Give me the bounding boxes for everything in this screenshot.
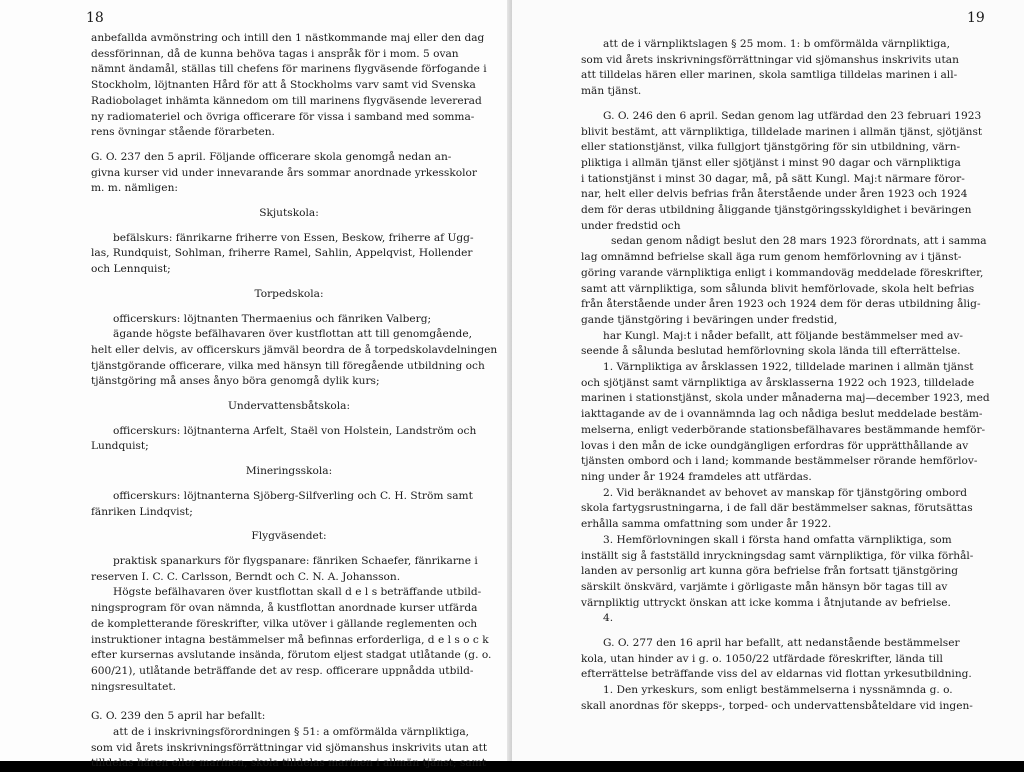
- text-line: i tationstjänst i minst 30 dagar, må, på sätt Kungl. Maj:t närmare föror-: [581, 172, 965, 185]
- right-text-column: [581, 37, 990, 715]
- text-line: marinen i stationstjänst, skola under månaderna maj—december 1923, med: [581, 392, 990, 405]
- text-line: officerskurs: löjtnanterna Sjöberg-Silfverling och C. H. Ström samt: [113, 489, 473, 502]
- text-line: nar, helt eller delvis befrias från återstående under åren 1923 och 1924: [581, 188, 968, 201]
- text-line: tjänsten ombord och i land; kommande bestämmelser rörande hemförlov-: [581, 455, 978, 468]
- text-line: 1. Värnpliktiga av årsklassen 1922, tilldelade marinen i allmän tjänst: [603, 361, 974, 374]
- text-line: ningsprogram för ovan nämnda, å kustflottan anordnade kurser utfärda: [91, 602, 478, 615]
- text-line: ägande högste befälhavaren över kustflottan att till genomgående,: [113, 328, 472, 341]
- text-line: Lundquist;: [91, 440, 149, 453]
- text-line: las, Rundquist, Sohlman, friherre Ramel, Sahlin, Appelqvist, Hollender: [91, 247, 473, 260]
- text-line: göring varande värnpliktiga enligt i kommandoväg meddelade föreskrifter,: [581, 266, 984, 279]
- text-line: 1. Den yrkeskurs, som enligt bestämmelserna i nyssnämnda g. o.: [603, 684, 953, 697]
- text-line: de kompletterande föreskrifter, vilka utöver i gällande reglementen och: [91, 617, 478, 630]
- text-line: tjänstgörande officerare, vilka med hänsyn till föregående utbildning och: [91, 359, 485, 372]
- text-line: 2. Vid beräknandet av behovet av manskap för tjänstgöring ombord: [603, 486, 968, 499]
- text-line: från återstående under åren 1923 och 1924 dem för deras utbildning ålig-: [581, 298, 981, 311]
- left-page: [0, 0, 512, 770]
- text-line: fänriken Lindqvist;: [91, 505, 193, 518]
- text-line: officerskurs: löjtnanterna Arfelt, Staël von Holstein, Landström och: [113, 424, 477, 437]
- section-heading: Skjutskola:: [259, 207, 319, 220]
- text-line: praktisk spanarkurs för flygspanare: fänriken Schaefer, fänrikarne i: [113, 554, 478, 567]
- text-line: nämnt ändamål, ställas till chefens för marinens flygväsende förfogande i: [91, 63, 487, 76]
- left-text-column: [91, 31, 498, 772]
- text-line: män tjänst.: [581, 85, 642, 98]
- text-line: eller stationstjänst, vilka fullgjort tjänstgöring för sin utbildning, värn-: [581, 141, 961, 154]
- text-line: att tilldelas hären eller marinen, skola samtliga tilldelas marinen i all-: [581, 69, 958, 82]
- text-line: 600/21), utlåtande beträffande det av resp. officerare uppnådda utbild-: [91, 664, 474, 677]
- right-page: [512, 0, 1024, 761]
- text-line: sedan genom nådigt beslut den 28 mars 1923 förordnats, att i samma: [611, 235, 987, 248]
- text-line: reserven I. C. C. Carlsson, Berndt och C. N. A. Johansson.: [91, 570, 401, 583]
- text-line: värnpliktig uttryckt önskan att icke komma i åtnjutande av befrielse.: [581, 596, 951, 609]
- text-line: erhålla samma omfattning som under år 1922.: [581, 518, 832, 531]
- text-line: instruktioner intagna bestämmelser må befinnas erforderliga, d e l s o c k: [91, 633, 489, 646]
- text-line: landen av personlig art kunna göra befrielse från fortsatt tjänstgöring: [581, 565, 959, 578]
- text-line: dem för deras utbildning åliggande tjänstgöringsskyldighet i beväringen: [581, 204, 972, 217]
- text-line: blivit bestämt, att värnpliktiga, tilldelade marinen i allmän tjänst, sjötjänst: [581, 125, 983, 138]
- text-line: anbefallda avmönstring och intill den 1 nästkommande maj eller den dag: [91, 32, 485, 44]
- text-line: m. m. nämligen:: [91, 182, 178, 195]
- text-line: ny radiomateriel och övriga officerare för vissa i samband med somma-: [91, 110, 475, 123]
- order-heading-line: G. O. 277 den 16 april har befallt, att nedanstående bestämmelser: [603, 637, 960, 650]
- text-line: iakttagande av de i ovannämnda lag och nådiga beslut meddelade bestäm-: [581, 408, 983, 421]
- text-line: att de i värnpliktslagen § 25 mom. 1: b omförmälda värnpliktiga,: [603, 38, 950, 50]
- text-line: och sjötjänst samt värnpliktiga av årsklasserna 1922 och 1923, tilldelade: [581, 376, 975, 389]
- section-heading: Flygväsendet:: [251, 530, 327, 543]
- text-line: gande tjänstgöring i beväringen under fredstid,: [581, 313, 838, 326]
- text-line: tilldelas hären eller marinen, skola tilldelas marinen i allmän tjänst; samt: [91, 757, 486, 770]
- text-line: befälskurs: fänrikarne friherre von Essen, Beskow, friherre af Ugg-: [113, 231, 474, 244]
- text-line: lovas i den mån de icke oundgängligen erfordras för upprätthållande av: [581, 439, 969, 452]
- section-heading: Undervattensbåtskola:: [227, 400, 351, 413]
- text-line: 4.: [603, 612, 614, 625]
- text-line: och Lennquist;: [91, 263, 171, 276]
- text-line: pliktiga i allmän tjänst eller sjötjänst i minst 90 dagar och värnpliktiga: [581, 156, 961, 169]
- section-heading: Mineringsskola:: [245, 465, 333, 478]
- text-line: som vid årets inskrivningsförrättningar vid sjömanshus inskrivits utan: [581, 53, 959, 66]
- text-line: skola fartygsrustningarna, i de fall där bestämmelser saknas, förutsättas: [581, 502, 973, 515]
- text-line: seende å sålunda beslutad hemförlovning skola lända till efterrättelse.: [581, 345, 961, 358]
- text-line: helt eller delvis, av officerskurs jämväl beordra de å torpedskolavdelningen: [91, 343, 498, 356]
- page-number-right: 19: [967, 10, 985, 26]
- text-line: samt att värnpliktiga, som sålunda blivit hemförlovade, skola helt befrias: [581, 282, 975, 295]
- text-line: har Kungl. Maj:t i nåder befallt, att följande bestämmelser med av-: [603, 329, 963, 342]
- section-heading: Torpedskola:: [254, 287, 324, 300]
- text-line: ningsresultatet.: [91, 680, 176, 693]
- text-line: lag omnämnd befrielse skall äga rum genom hemförlovning av i tjänst-: [581, 251, 962, 264]
- text-line: dessförinnan, då de kunna behöva tagas i anspråk för i mom. 5 ovan: [91, 47, 459, 60]
- text-line: Stockholm, löjtnanten Hård för att å Stockholms varv samt vid Svenska: [91, 79, 476, 92]
- text-line: inställt sig å fastställd inryckningsdag samt värnpliktiga, för vilka förhål-: [581, 549, 974, 562]
- text-line: rens övningar stående förarbeten.: [91, 126, 275, 139]
- order-heading-line: G. O. 237 den 5 april. Följande officerare skola genomgå nedan an-: [91, 150, 452, 163]
- text-line: tjänstgöring må anses ånyo böra genomgå dylik kurs;: [91, 375, 380, 388]
- text-line: som vid årets inskrivningsförrättningar vid sjömanshus inskrivits utan att: [91, 741, 488, 754]
- text-line: att de i inskrivningsförordningen § 51: a omförmälda värnpliktiga,: [113, 726, 470, 739]
- text-line: melserna, enligt vederbörande stationsbefälhavares bestämmande hemför-: [581, 423, 986, 436]
- page-number-left: 18: [86, 10, 104, 26]
- text-line: kola, utan hinder av i g. o. 1050/22 utfärdade föreskrifter, lända till: [581, 652, 943, 665]
- text-line: 3. Hemförlovningen skall i första hand omfatta värnpliktiga, som: [603, 533, 952, 546]
- text-line: efter kursernas avslutande insända, förutom eljest stadgat utlåtande (g. o.: [91, 649, 492, 662]
- text-line: ning under år 1924 framdeles att utfärdas.: [581, 470, 812, 483]
- text-line: Radiobolaget inhämta kännedom om till marinens flygväsende levererad: [91, 94, 482, 107]
- text-line: Högste befälhavaren över kustflottan skall d e l s beträffande utbild-: [113, 586, 482, 599]
- text-line: särskilt önskvärd, varjämte i görligaste mån hänsyn bör tagas till av: [581, 580, 948, 593]
- text-line: skall anordnas för skepps-, torped- och undervattensbåteldare vid ingen-: [581, 699, 973, 712]
- text-line: givna kurser vid under innevarande års sommar anordnade yrkesskolor: [91, 166, 477, 179]
- text-line: under fredstid och: [581, 219, 681, 232]
- text-line: officerskurs: löjtnanten Thermaenius och fänriken Valberg;: [113, 312, 432, 325]
- order-heading-line: G. O. 246 den 6 april. Sedan genom lag utfärdad den 23 februari 1923: [603, 109, 982, 122]
- order-heading-line: G. O. 239 den 5 april har befallt:: [91, 710, 266, 723]
- text-line: efterrättelse beträffande viss del av eldarnas vid flottan yrkesutbildning.: [581, 668, 972, 681]
